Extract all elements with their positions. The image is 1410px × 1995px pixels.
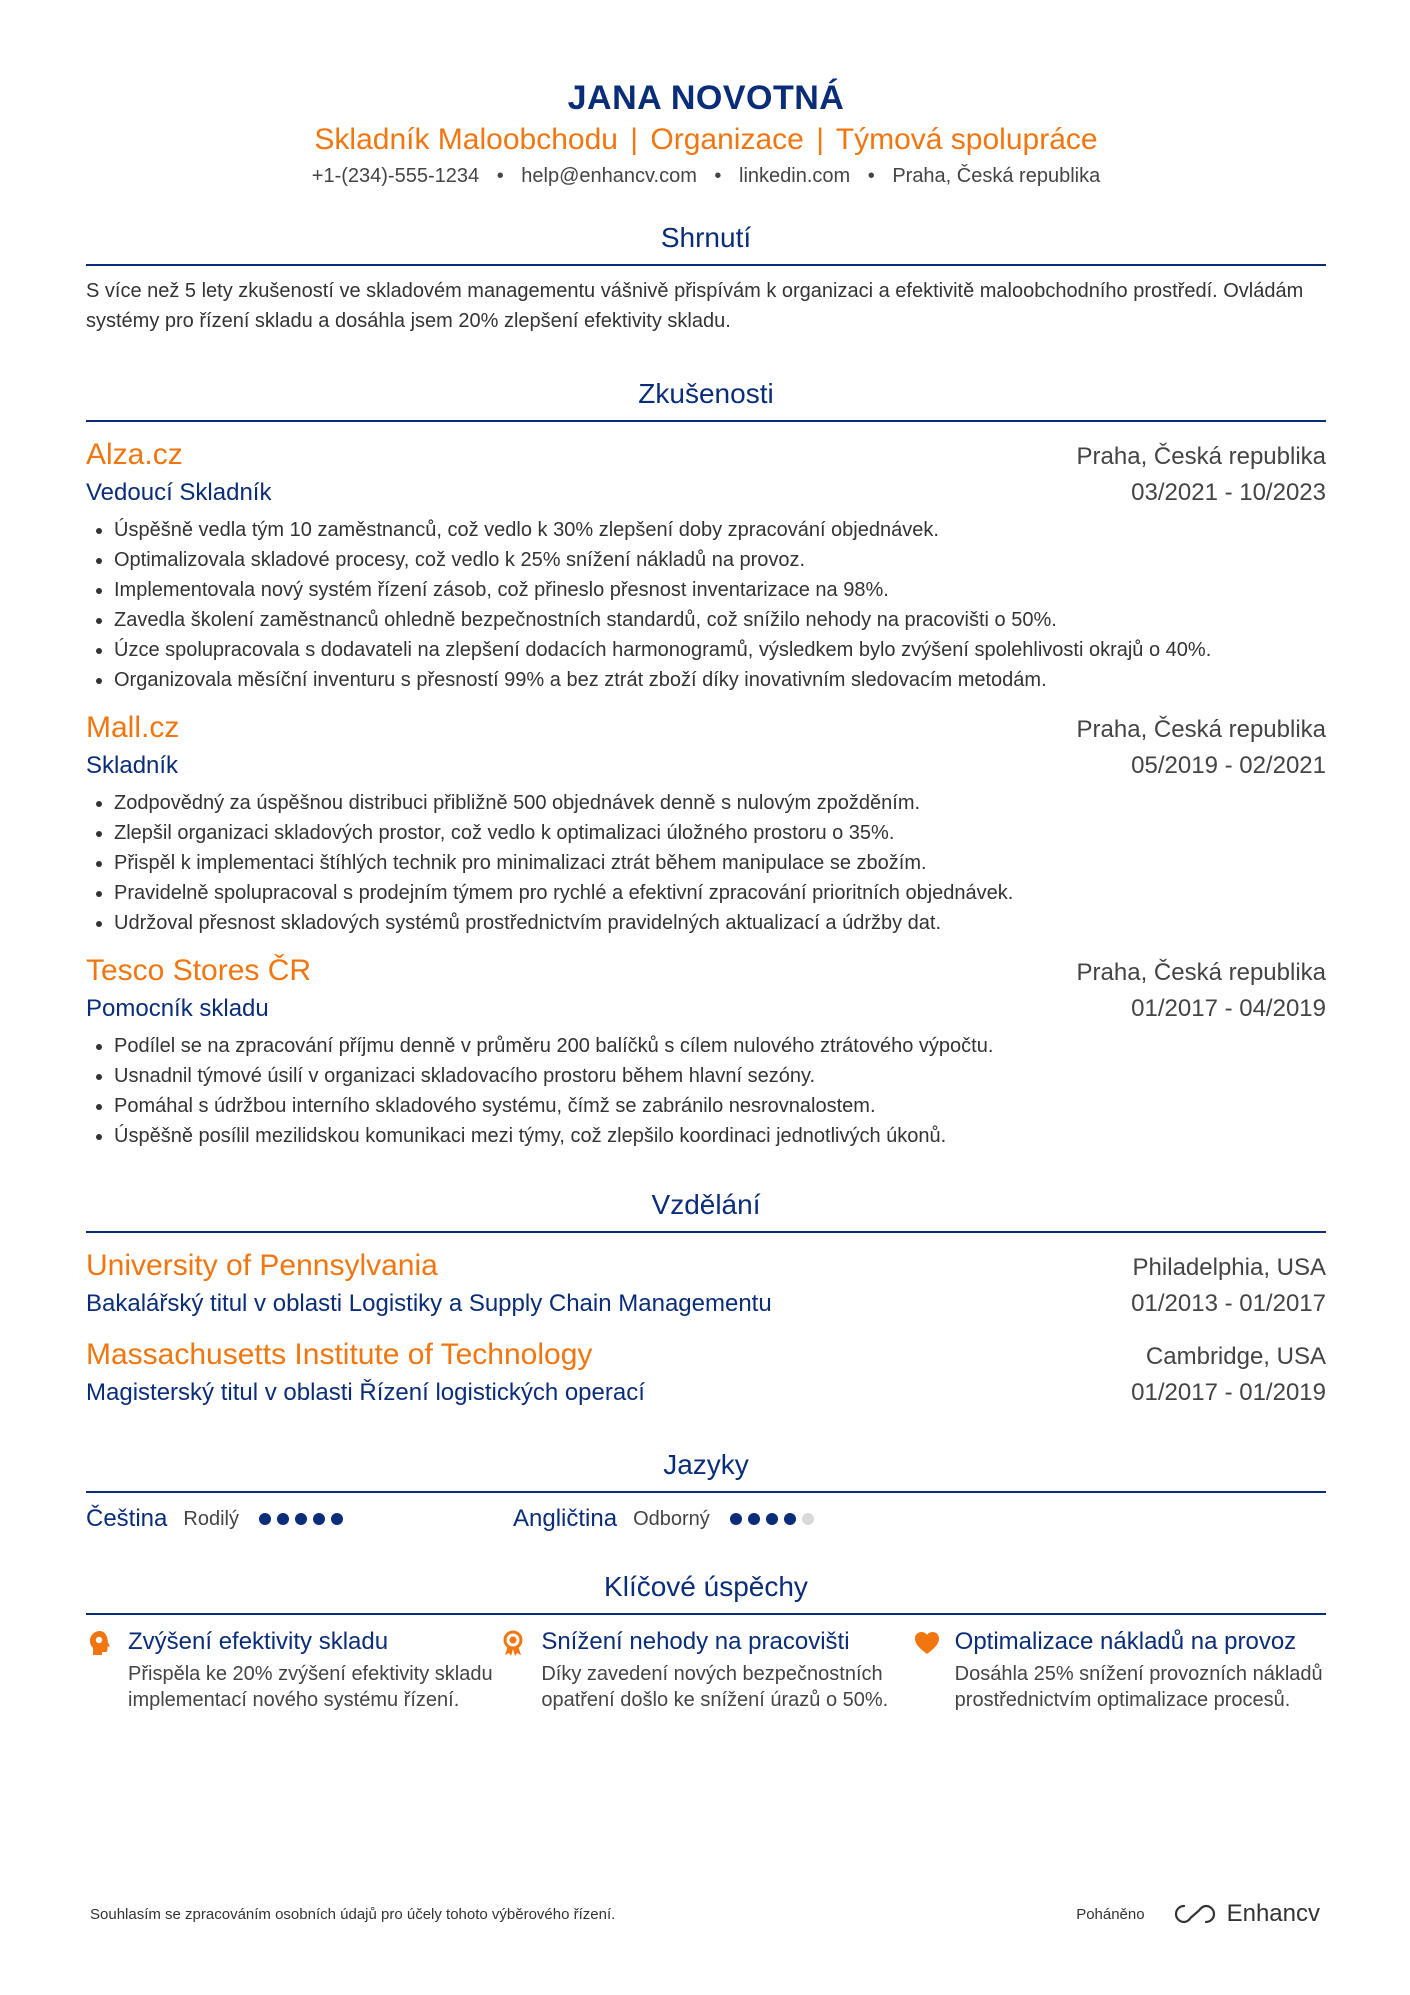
- rating-dot-filled: [277, 1513, 289, 1525]
- job-location: Praha, Česká republika: [1076, 959, 1326, 986]
- achievements-section: [86, 1569, 1326, 1713]
- headline-separator: |: [630, 123, 639, 156]
- headline-part: Organizace: [650, 123, 804, 156]
- job-bullet: • Zlepšil organizaci skladových prostor, což vedlo k optimalizaci úložného prostoru o 35%.: [114, 818, 1326, 848]
- company-name: Mall.cz: [86, 711, 180, 744]
- education-dates: 01/2013 - 01/2017: [1131, 1290, 1326, 1317]
- degree: Bakalářský titul v oblasti Logistiky a Supply Chain Managementu: [86, 1290, 772, 1317]
- section-heading: Klíčové úspěchy: [86, 1569, 1326, 1615]
- rating-dot-filled: [784, 1513, 796, 1525]
- headline-part: Týmová spolupráce: [835, 123, 1098, 156]
- contact-separator: •: [714, 165, 722, 187]
- rating-dot-filled: [259, 1513, 271, 1525]
- language-item: [86, 1505, 513, 1533]
- achievement-desc: Přispěla ke 20% zvýšení efektivity skladu implementací nového systému řízení.: [128, 1663, 493, 1711]
- achievement-desc: Dosáhla 25% snížení provozních nákladů prostřednictvím optimalizace procesů.: [954, 1663, 1323, 1711]
- job-entry: [86, 952, 1326, 1151]
- job-role: Pomocník skladu: [86, 995, 269, 1022]
- language-rating: [259, 1513, 343, 1525]
- language-name: Angličtina: [513, 1505, 618, 1532]
- brand-logo[interactable]: [1173, 1900, 1320, 1928]
- language-level: Odborný: [633, 1507, 710, 1530]
- achievement-title: Optimalizace nákladů na provoz: [954, 1628, 1297, 1655]
- rating-dot-filled: [331, 1513, 343, 1525]
- education-dates: 01/2017 - 01/2019: [1131, 1379, 1326, 1406]
- summary-section: [86, 220, 1326, 336]
- rating-dot-filled: [730, 1513, 742, 1525]
- company-name: Tesco Stores ČR: [86, 954, 312, 987]
- section-heading: Jazyky: [86, 1447, 1326, 1493]
- brand-name: Enhancv: [1226, 1900, 1320, 1927]
- rating-dot-filled: [295, 1513, 307, 1525]
- rating-dot-filled: [748, 1513, 760, 1525]
- contact-phone[interactable]: +1-(234)-555-1234: [311, 165, 480, 187]
- section-heading: Shrnutí: [86, 220, 1326, 266]
- rating-dot-filled: [313, 1513, 325, 1525]
- achievement-desc: Díky zavedení nových bezpečnostních opatření došlo ke snížení úrazů o 50%.: [541, 1663, 889, 1711]
- job-entry: [86, 436, 1326, 695]
- languages-list: [86, 1505, 1326, 1533]
- job-bullet: • Udržoval přesnost skladových systémů prostřednictvím pravidelných aktualizací a údržby dat.: [114, 908, 1326, 938]
- job-dates: 05/2019 - 02/2021: [1131, 752, 1326, 779]
- medal-icon: [499, 1629, 527, 1657]
- job-bullet: • Zavedla školení zaměstnanců ohledně bezpečnostních standardů, což snížilo nehody na pracovišti o 50%.: [114, 605, 1326, 635]
- achievements-list: [86, 1627, 1326, 1713]
- education-section: [86, 1187, 1326, 1411]
- school-name: Massachusetts Institute of Technology: [86, 1338, 593, 1371]
- school-name: University of Pennsylvania: [86, 1249, 438, 1282]
- infinity-logo-icon: [1173, 1902, 1217, 1926]
- headline-separator: |: [816, 123, 824, 156]
- job-bullet: • Přispěl k implementaci štíhlých technik pro minimalizaci ztrát během manipulace se zbožím.: [114, 848, 1326, 878]
- resume-header: [86, 0, 1326, 190]
- head-idea-icon: [86, 1629, 114, 1657]
- job-bullet: • Usnadnil týmové úsilí v organizaci skladovacího prostoru během hlavní sezóny.: [114, 1061, 1326, 1091]
- job-bullets: [86, 788, 1326, 938]
- job-role: Skladník: [86, 752, 179, 779]
- resume-content: [86, 0, 1326, 1713]
- job-bullets: [86, 515, 1326, 695]
- job-dates: 01/2017 - 04/2019: [1131, 995, 1326, 1022]
- summary-text: S více než 5 lety zkušeností ve skladovém managementu vášnivě přispívám k organizaci a efektivitě maloobchodního prostředí. Ovládám systémy pro řízení skladu a dosáhla jsem 20% zlepšení efektivity skladu.: [86, 280, 1304, 332]
- contact-email[interactable]: help@enhancv.com: [521, 165, 697, 187]
- job-bullet: • Podílel se na zpracování příjmu denně v průměru 200 balíčků s cílem nulového ztrátového výpočtu.: [114, 1031, 1326, 1061]
- contact-info: [86, 162, 1326, 190]
- achievement-item: [86, 1627, 499, 1713]
- section-heading: Zkušenosti: [86, 376, 1326, 422]
- education-entry: [86, 1336, 1326, 1411]
- achievement-title: Snížení nehody na pracovišti: [541, 1628, 850, 1655]
- heart-icon: [913, 1629, 941, 1657]
- job-bullets: [86, 1031, 1326, 1151]
- section-heading: Vzdělání: [86, 1187, 1326, 1233]
- job-dates: 03/2021 - 10/2023: [1131, 479, 1326, 506]
- school-location: Cambridge, USA: [1145, 1343, 1326, 1370]
- job-bullet: • Úspěšně vedla tým 10 zaměstnanců, což vedlo k 30% zlepšení doby zpracování objednávek.: [114, 515, 1326, 545]
- degree: Magisterský titul v oblasti Řízení logistických operací: [86, 1379, 645, 1406]
- rating-dot-empty: [802, 1513, 814, 1525]
- job-bullet: • Pravidelně spolupracoval s prodejním týmem pro rychlé a efektivní zpracování prioritních objednávek.: [114, 878, 1326, 908]
- achievement-item: [913, 1627, 1326, 1713]
- language-rating: [730, 1513, 814, 1525]
- job-location: Praha, Česká republika: [1076, 716, 1326, 743]
- language-item: [513, 1505, 940, 1533]
- contact-location: Praha, Česká republika: [892, 165, 1101, 187]
- job-bullet: • Úspěšně posílil mezilidskou komunikaci mezi týmy, což zlepšilo koordinaci jednotlivých úkonů.: [114, 1121, 1326, 1151]
- language-level: Rodilý: [183, 1507, 239, 1530]
- consent-text: Souhlasím se zpracováním osobních údajů pro účely tohoto výběrového řízení.: [90, 1905, 616, 1923]
- job-bullet: • Optimalizovala skladové procesy, což vedlo k 25% snížení nákladů na provoz.: [114, 545, 1326, 575]
- achievement-item: [499, 1627, 912, 1713]
- rating-dot-filled: [766, 1513, 778, 1525]
- job-bullet: • Úzce spolupracovala s dodavateli na zlepšení dodacích harmonogramů, výsledkem bylo zvýšení spolehlivosti okrajů o 40%.: [114, 635, 1326, 665]
- job-bullet: • Pomáhal s údržbou interního skladového systému, čímž se zabránilo nesrovnalostem.: [114, 1091, 1326, 1121]
- brand-block: [1076, 1900, 1320, 1928]
- job-bullet: • Zodpovědný za úspěšnou distribuci přibližně 500 objednávek denně s nulovým zpožděním.: [114, 788, 1326, 818]
- education-entry: [86, 1247, 1326, 1322]
- job-bullet: • Implementovala nový systém řízení zásob, což přineslo přesnost inventarizace na 98%.: [114, 575, 1326, 605]
- languages-section: [86, 1447, 1326, 1533]
- page-footer: [90, 1900, 1320, 1928]
- headline-part: Skladník Maloobchodu: [314, 123, 618, 156]
- experience-section: [86, 376, 1326, 1151]
- contact-separator: •: [867, 165, 875, 187]
- headline: [86, 120, 1326, 160]
- job-location: Praha, Česká republika: [1076, 443, 1326, 470]
- school-location: Philadelphia, USA: [1132, 1254, 1326, 1281]
- job-entry: [86, 709, 1326, 938]
- contact-separator: •: [496, 165, 504, 187]
- achievement-title: Zvýšení efektivity skladu: [128, 1628, 389, 1655]
- job-role: Vedoucí Skladník: [86, 479, 272, 506]
- candidate-name: JANA NOVOTNÁ: [567, 79, 845, 117]
- language-name: Čeština: [86, 1505, 168, 1532]
- powered-by-label: Poháněno: [1076, 1905, 1145, 1923]
- company-name: Alza.cz: [86, 438, 183, 471]
- job-bullet: • Organizovala měsíční inventuru s přesností 99% a bez ztrát zboží díky inovativním sledovacím metodám.: [114, 665, 1326, 695]
- contact-linkedin[interactable]: linkedin.com: [739, 165, 851, 187]
